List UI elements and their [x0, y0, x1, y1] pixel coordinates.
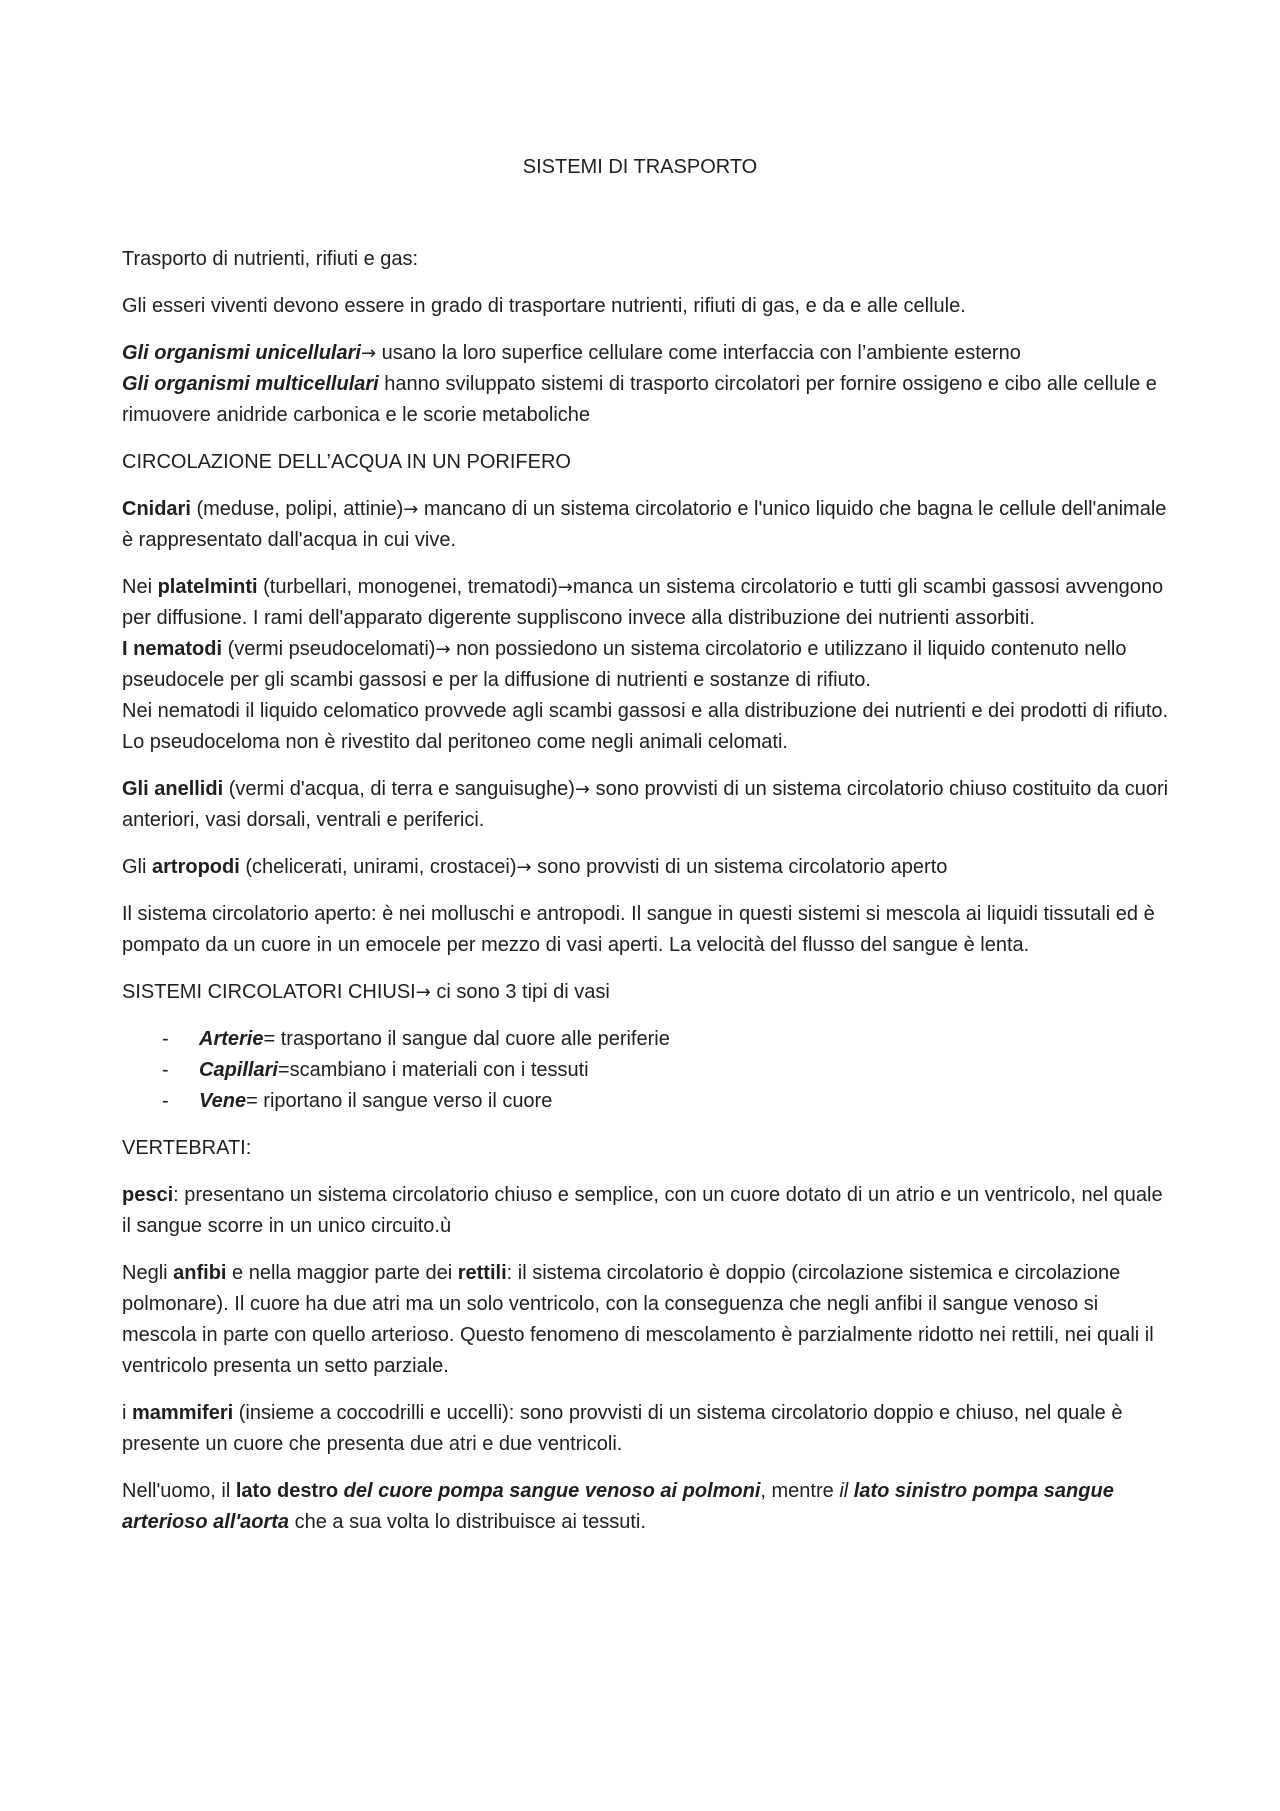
- uomo-bolditalic-left: lato sinistro pompa sangue arterioso all'aorta: [122, 1480, 1114, 1533]
- uomo-prefix: Nell'uomo, il: [122, 1480, 236, 1502]
- page-title: SISTEMI DI TRASPORTO: [522, 156, 758, 178]
- platelminti-paren: (turbellari, monogenei, trematodi): [257, 576, 558, 598]
- cnidari-term: Cnidari: [122, 498, 191, 520]
- document-body: [122, 244, 1172, 1554]
- vertebrati-heading: VERTEBRATI:: [122, 1137, 252, 1159]
- mammiferi-paragraph: [122, 1398, 1172, 1460]
- cnidari-text: mancano di un sistema circolatorio e l'unico liquido che bagna le cellule dell'animale è rappresentato dall'acqua in cui vive.: [122, 498, 1167, 551]
- nematodi-term: I nematodi: [122, 638, 223, 660]
- list-item: [122, 1055, 1172, 1086]
- artropodi-prefix: Gli: [122, 856, 152, 878]
- vessel-term: Vene: [199, 1090, 247, 1112]
- platelminti-term: platelminti: [157, 576, 258, 598]
- list-item: [122, 1086, 1172, 1117]
- arrow-icon: →: [415, 982, 431, 1003]
- pesci-term: pesci: [122, 1184, 174, 1206]
- arrow-icon: →: [435, 639, 451, 660]
- list-item: [122, 1024, 1172, 1055]
- arrow-icon: →: [574, 779, 591, 800]
- chiusi-text: ci sono 3 tipi di vasi: [430, 981, 610, 1003]
- arrow-icon: →: [557, 577, 573, 598]
- platelminti-paragraph: [122, 572, 1172, 634]
- multicellular-text: hanno sviluppato sistemi di trasporto circolatori per fornire ossigeno e cibo alle cellule e rimuovere anidride carbonica e le scorie metaboliche: [122, 373, 1157, 426]
- uomo-bolditalic-right: del cuore pompa sangue venoso ai polmoni: [338, 1480, 761, 1502]
- uomo-paragraph: [122, 1476, 1172, 1538]
- vessel-text: = riportano il sangue verso il cuore: [246, 1090, 553, 1112]
- mammiferi-text: (insieme a coccodrilli e uccelli): sono provvisti di un sistema circolatorio doppio e chiuso, nel quale è presente un cuore che presenta due atri e due ventricoli.: [122, 1402, 1123, 1455]
- nematodi-paren: (vermi pseudocelomati): [222, 638, 436, 660]
- platelminti-prefix: Nei: [122, 576, 158, 598]
- unicellular-text: usano la loro superfice cellulare come interfaccia con l’ambiente esterno: [376, 342, 1021, 364]
- artropodi-text: sono provvisti di un sistema circolatorio aperto: [531, 856, 948, 878]
- organisms-paragraph: [122, 338, 1172, 431]
- artropodi-paragraph: [122, 852, 1172, 883]
- vessel-term: Capillari: [199, 1059, 278, 1081]
- artropodi-paren: (chelicerati, unirami, crostacei): [239, 856, 517, 878]
- nematodi-paragraph: [122, 634, 1172, 696]
- intro-text: Gli esseri viventi devono essere in grado di trasportare nutrienti, rifiuti di gas, e da e alle cellule.: [122, 295, 966, 317]
- anfibi-text: : il sistema circolatorio è doppio (circolazione sistemica e circolazione polmonare). Il cuore ha due atri ma un solo ventricolo, con la conseguenza che negli anfibi il sangue venoso si mescola in parte con quello arterioso. Questo fenomeno di mescolamento è parzialmente ridotto nei rettili, nei quali il ventricolo presenta un setto parziale.: [122, 1262, 1154, 1377]
- nematodi-extra: Nei nematodi il liquido celomatico provvede agli scambi gassosi e alla distribuzione dei nutrienti e dei prodotti di rifiuto. Lo pseudoceloma non è rivestito dal peritoneo come negli animali celomati.: [122, 700, 1169, 753]
- aperto-paragraph: Il sistema circolatorio aperto: è nei molluschi e antropodi. Il sangue in questi sistemi si mescola ai liquidi tissutali ed è pompato da un cuore in un emocele per mezzo di vasi aperti. La velocità del flusso del sangue è lenta.: [122, 903, 1155, 956]
- dash-bullet: -: [162, 1059, 169, 1081]
- dash-bullet: -: [162, 1028, 169, 1050]
- chiusi-heading: [122, 977, 1172, 1008]
- pesci-paragraph: [122, 1180, 1172, 1242]
- mammiferi-term: mammiferi: [132, 1402, 234, 1424]
- uomo-mid: , mentre: [760, 1480, 840, 1502]
- anellidi-text: sono provvisti di un sistema circolatorio chiuso costituito da cuori anteriori, vasi dorsali, ventrali e periferici.: [122, 778, 1169, 831]
- anfibi-prefix: Negli: [122, 1262, 174, 1284]
- vessel-term: Arterie: [199, 1028, 264, 1050]
- pesci-text: : presentano un sistema circolatorio chiuso e semplice, con un cuore dotato di un atrio e un ventricolo, nel quale il sangue scorre in un unico circuito.ù: [122, 1184, 1163, 1237]
- unicellular-term: Gli organismi unicellulari: [122, 342, 361, 364]
- cnidari-paren: (meduse, polipi, attinie): [190, 498, 404, 520]
- anellidi-paragraph: [122, 774, 1172, 836]
- cnidari-paragraph: [122, 494, 1172, 556]
- nematodi-text: non possiedono un sistema circolatorio e utilizzano il liquido contenuto nello pseudocele per gli scambi gassosi e per la diffusione di nutrienti e sostanze di rifiuto.: [122, 638, 1127, 691]
- anfibi-paragraph: [122, 1258, 1172, 1382]
- uomo-italic: il: [839, 1480, 849, 1502]
- intro-heading: Trasporto di nutrienti, rifiuti e gas:: [122, 248, 419, 270]
- rettili-term: rettili: [457, 1262, 507, 1284]
- anfibi-middle: e nella maggior parte dei: [226, 1262, 458, 1284]
- vessel-list: [122, 1024, 1172, 1117]
- anellidi-paren: (vermi d'acqua, di terra e sanguisughe): [223, 778, 575, 800]
- anfibi-term: anfibi: [173, 1262, 227, 1284]
- chiusi-heading-text: SISTEMI CIRCOLATORI CHIUSI: [122, 981, 416, 1003]
- artropodi-term: artropodi: [152, 856, 240, 878]
- uomo-suffix: che a sua volta lo distribuisce ai tessuti.: [289, 1511, 646, 1533]
- multicellular-term: Gli organismi multicellulari: [122, 373, 379, 395]
- vessel-text: =scambiano i materiali con i tessuti: [277, 1059, 589, 1081]
- arrow-icon: →: [360, 343, 377, 364]
- platelminti-text: manca un sistema circolatorio e tutti gli scambi gassosi avvengono per diffusione. I rami dell'apparato digerente suppliscono invece alla distribuzione dei nutrienti assorbiti.: [122, 576, 1164, 629]
- vessel-text: = trasportano il sangue dal cuore alle periferie: [263, 1028, 670, 1050]
- arrow-icon: →: [516, 857, 532, 878]
- uomo-bold-right: lato destro: [235, 1480, 339, 1502]
- porifero-heading: CIRCOLAZIONE DELL’ACQUA IN UN PORIFERO: [122, 451, 571, 473]
- dash-bullet: -: [162, 1090, 169, 1112]
- arrow-icon: →: [403, 499, 419, 520]
- mammiferi-prefix: i: [122, 1402, 132, 1424]
- anellidi-term: Gli anellidi: [122, 778, 224, 800]
